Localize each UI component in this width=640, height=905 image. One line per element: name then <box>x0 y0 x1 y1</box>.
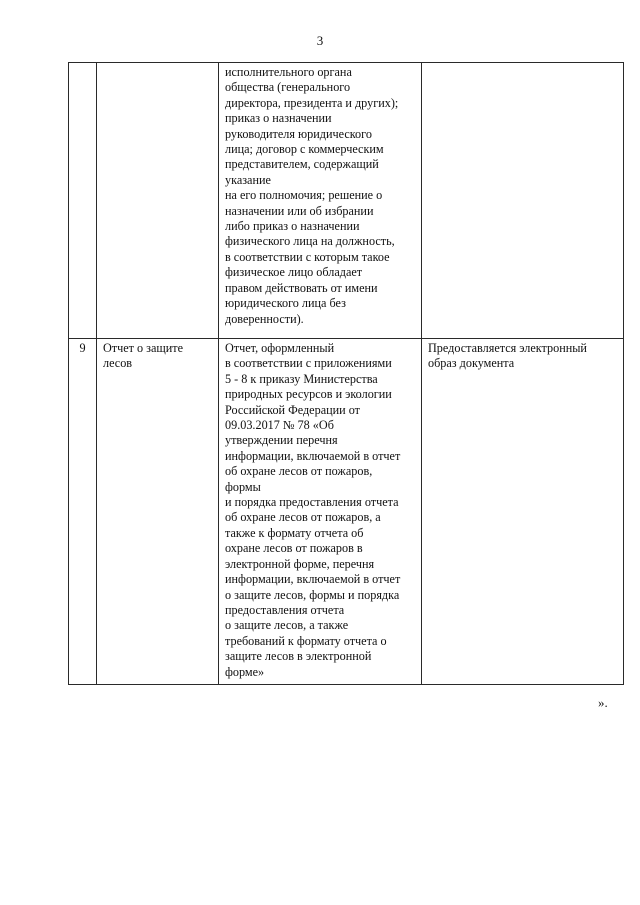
closing-quote: ». <box>598 695 608 710</box>
text-line: приказ о назначении <box>225 111 332 126</box>
row-number-cell: 9 <box>69 339 97 685</box>
text-line: защите лесов в электронной <box>225 649 372 664</box>
text-line: в соответствии с приложениями <box>225 356 392 371</box>
text-line: предоставления отчета <box>225 602 345 617</box>
text-line: электронной форме, перечня <box>225 556 375 571</box>
document-name-cell <box>97 339 219 685</box>
text-line: указание <box>225 172 271 187</box>
text-line: юридического лица без <box>225 296 346 311</box>
table-row <box>69 63 624 339</box>
text-line: Российской Федерации от <box>225 402 360 417</box>
document-name-cell <box>97 63 219 339</box>
document-table <box>68 62 624 685</box>
text-line: 5 - 8 к приказу Министерства <box>225 371 378 386</box>
text-line: и порядка предоставления отчета <box>225 495 399 510</box>
text-line: Отчет, оформленный <box>225 341 335 355</box>
page-number: 3 <box>316 33 324 48</box>
text-line: образ документа <box>428 356 515 371</box>
document-description-cell <box>219 339 422 685</box>
text-line: физическое лицо обладает <box>225 265 363 280</box>
text-line: информации, включаемой в отчет <box>225 448 401 463</box>
text-line: в соответствии с которым такое <box>225 249 390 264</box>
text-line: Отчет о защите <box>103 341 184 355</box>
text-line: назначении или об избрании <box>225 203 374 218</box>
text-line: общества (генерального <box>225 80 351 95</box>
text-line: информации, включаемой в отчет <box>225 572 401 587</box>
document-note-cell <box>422 339 624 685</box>
text-line: форме» <box>225 664 265 679</box>
text-line: представителем, содержащий <box>225 157 379 172</box>
row-number-cell <box>69 63 97 339</box>
document-description-cell <box>219 63 422 339</box>
text-line: лица; договор с коммерческим <box>225 142 384 157</box>
text-line: руководителя юридического <box>225 126 372 141</box>
text-line: доверенности). <box>225 311 304 326</box>
text-line: директора, президента и других); <box>225 95 399 110</box>
text-line: формы <box>225 479 261 494</box>
text-line: природных ресурсов и экологии <box>225 387 392 402</box>
text-line: об охране лесов от пожаров, <box>225 464 373 479</box>
text-line: либо приказ о назначении <box>225 219 360 234</box>
text-line: охране лесов от пожаров в <box>225 541 363 556</box>
text-line: о защите лесов, формы и порядка <box>225 587 400 602</box>
text-line: 09.03.2017 № 78 «Об <box>225 418 334 433</box>
text-line: о защите лесов, а также <box>225 618 349 633</box>
text-line: исполнительного органа <box>225 65 352 79</box>
text-line: на его полномочия; решение о <box>225 188 383 203</box>
document-note-cell <box>422 63 624 339</box>
text-line: лесов <box>103 356 133 371</box>
text-line: об охране лесов от пожаров, а <box>225 510 381 525</box>
text-line: Предоставляется электронный <box>428 341 587 355</box>
text-line: физического лица на должность, <box>225 234 395 249</box>
text-line: также к формату отчета об <box>225 525 364 540</box>
table-row <box>69 339 624 685</box>
text-line: требований к формату отчета о <box>225 633 387 648</box>
text-line: правом действовать от имени <box>225 280 378 295</box>
text-line: утверждении перечня <box>225 433 338 448</box>
